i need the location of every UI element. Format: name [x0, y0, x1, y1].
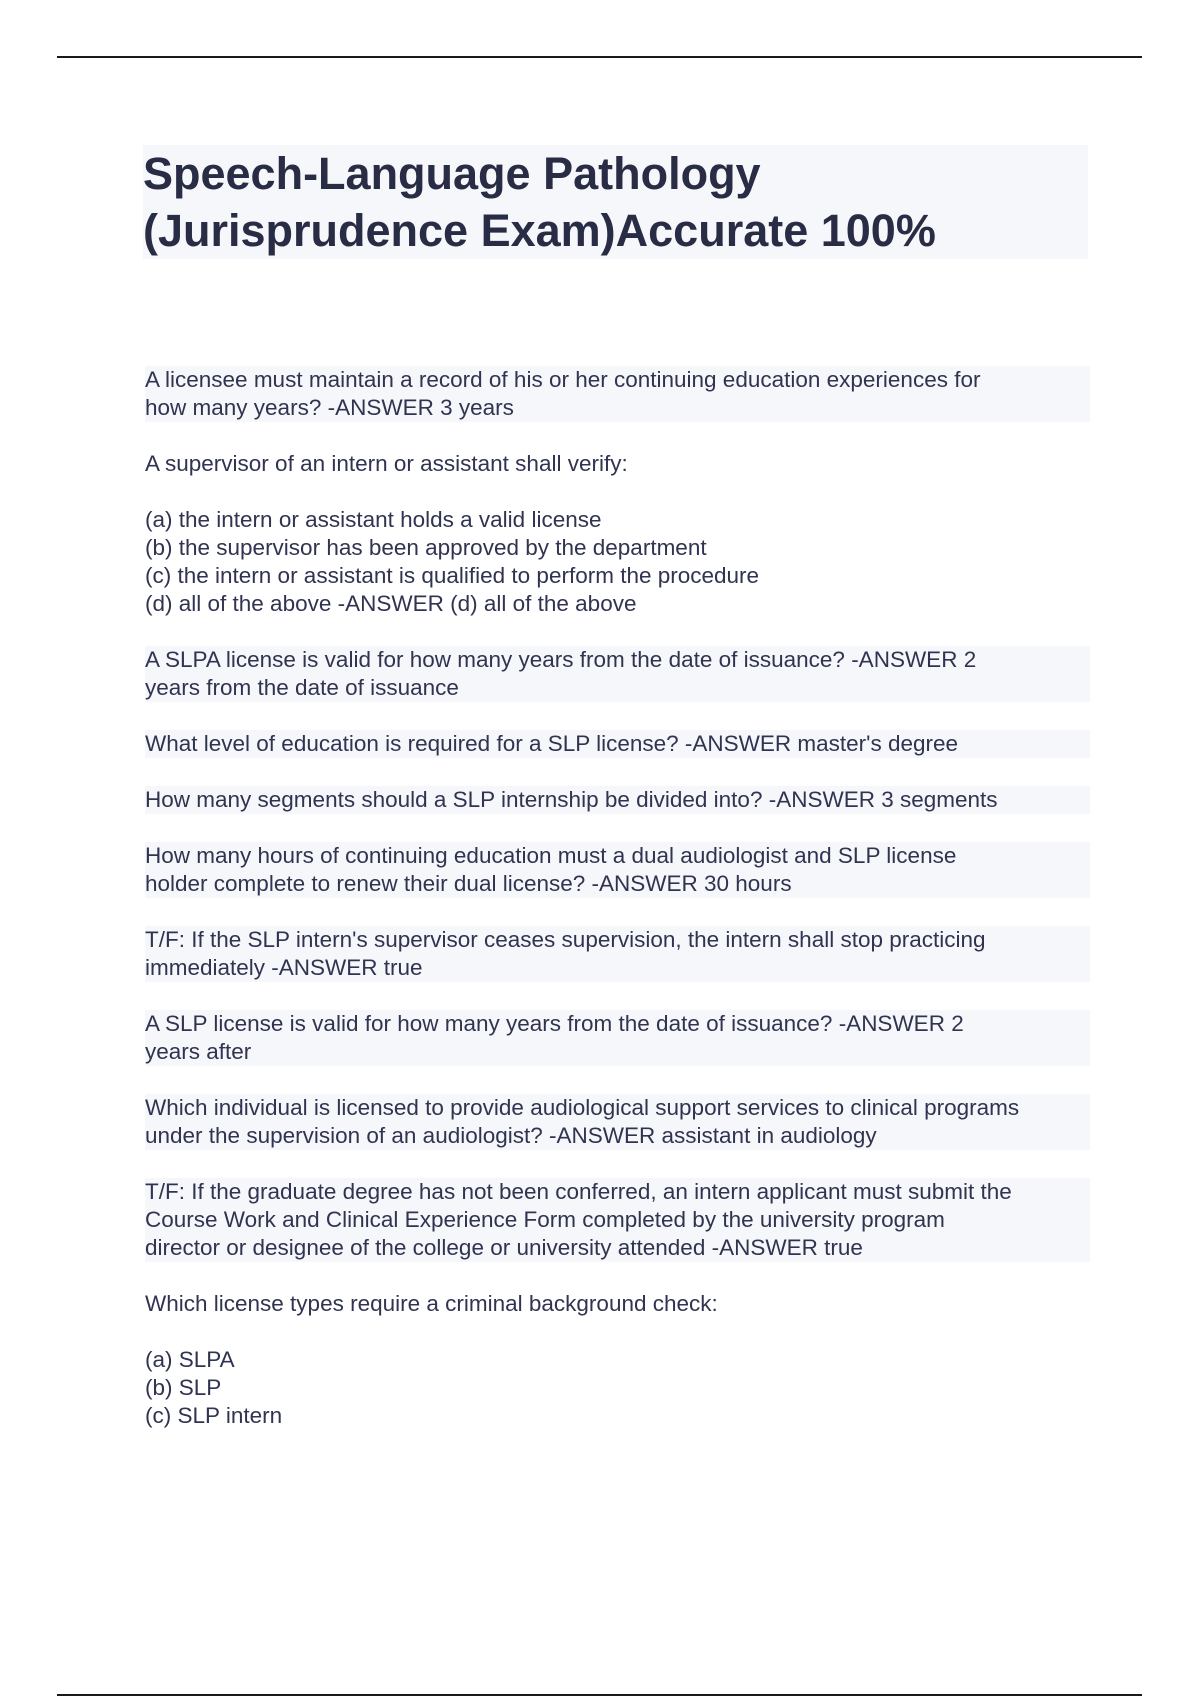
- text-line: What level of education is required for a SLP license? -ANSWER master's degree: [145, 730, 1090, 758]
- footer-rule: [57, 1694, 1142, 1696]
- qa-paragraph: [145, 926, 1090, 982]
- qa-paragraph: [145, 842, 1090, 898]
- text-line: Course Work and Clinical Experience Form completed by the university program: [145, 1206, 1090, 1234]
- text-line: How many hours of continuing education must a dual audiologist and SLP license: [145, 842, 1090, 870]
- qa-paragraph: [145, 786, 1090, 814]
- document-body: [145, 366, 1090, 1458]
- text-line: A supervisor of an intern or assistant shall verify:: [145, 451, 628, 476]
- text-line: T/F: If the graduate degree has not been conferred, an intern applicant must submit the: [145, 1178, 1090, 1206]
- text-line: years after: [145, 1038, 1090, 1066]
- text-line: T/F: If the SLP intern's supervisor ceases supervision, the intern shall stop practicing: [145, 926, 1090, 954]
- qa-paragraph: [145, 1178, 1090, 1262]
- text-line: (a) the intern or assistant holds a valid license: [145, 507, 602, 532]
- text-line: (c) SLP intern: [145, 1403, 283, 1428]
- qa-paragraph: [145, 1290, 1090, 1318]
- text-line: under the supervision of an audiologist? -ANSWER assistant in audiology: [145, 1122, 1090, 1150]
- qa-options: [145, 1346, 1090, 1430]
- text-line: (b) SLP: [145, 1375, 222, 1400]
- text-line: Which license types require a criminal background check:: [145, 1291, 718, 1316]
- text-line: how many years? -ANSWER 3 years: [145, 394, 1090, 422]
- text-line: years from the date of issuance: [145, 674, 1090, 702]
- qa-paragraph: [145, 730, 1090, 758]
- text-line: A SLPA license is valid for how many years from the date of issuance? -ANSWER 2: [145, 646, 1090, 674]
- header-rule: [57, 56, 1142, 58]
- text-line: director or designee of the college or university attended -ANSWER true: [145, 1234, 1090, 1262]
- text-line: (c) the intern or assistant is qualified to perform the procedure: [145, 563, 760, 588]
- qa-paragraph: [145, 366, 1090, 422]
- document-title: [143, 145, 1088, 259]
- title-line-2: (Jurisprudence Exam)Accurate 100%: [143, 205, 936, 256]
- text-line: How many segments should a SLP internship be divided into? -ANSWER 3 segments: [145, 786, 1090, 814]
- qa-paragraph: [145, 1010, 1090, 1066]
- text-line: A licensee must maintain a record of his or her continuing education experiences for: [145, 366, 1090, 394]
- qa-paragraph: [145, 646, 1090, 702]
- text-line: A SLP license is valid for how many years from the date of issuance? -ANSWER 2: [145, 1010, 1090, 1038]
- text-line: (a) SLPA: [145, 1347, 235, 1372]
- title-line-1: Speech-Language Pathology: [143, 148, 761, 199]
- qa-options: [145, 506, 1090, 618]
- text-line: immediately -ANSWER true: [145, 954, 1090, 982]
- qa-paragraph: [145, 1094, 1090, 1150]
- text-line: Which individual is licensed to provide audiological support services to clinical programs: [145, 1094, 1090, 1122]
- text-line: holder complete to renew their dual license? -ANSWER 30 hours: [145, 870, 1090, 898]
- text-line: (b) the supervisor has been approved by the department: [145, 535, 707, 560]
- qa-paragraph: [145, 450, 1090, 478]
- text-line: (d) all of the above -ANSWER (d) all of the above: [145, 591, 637, 616]
